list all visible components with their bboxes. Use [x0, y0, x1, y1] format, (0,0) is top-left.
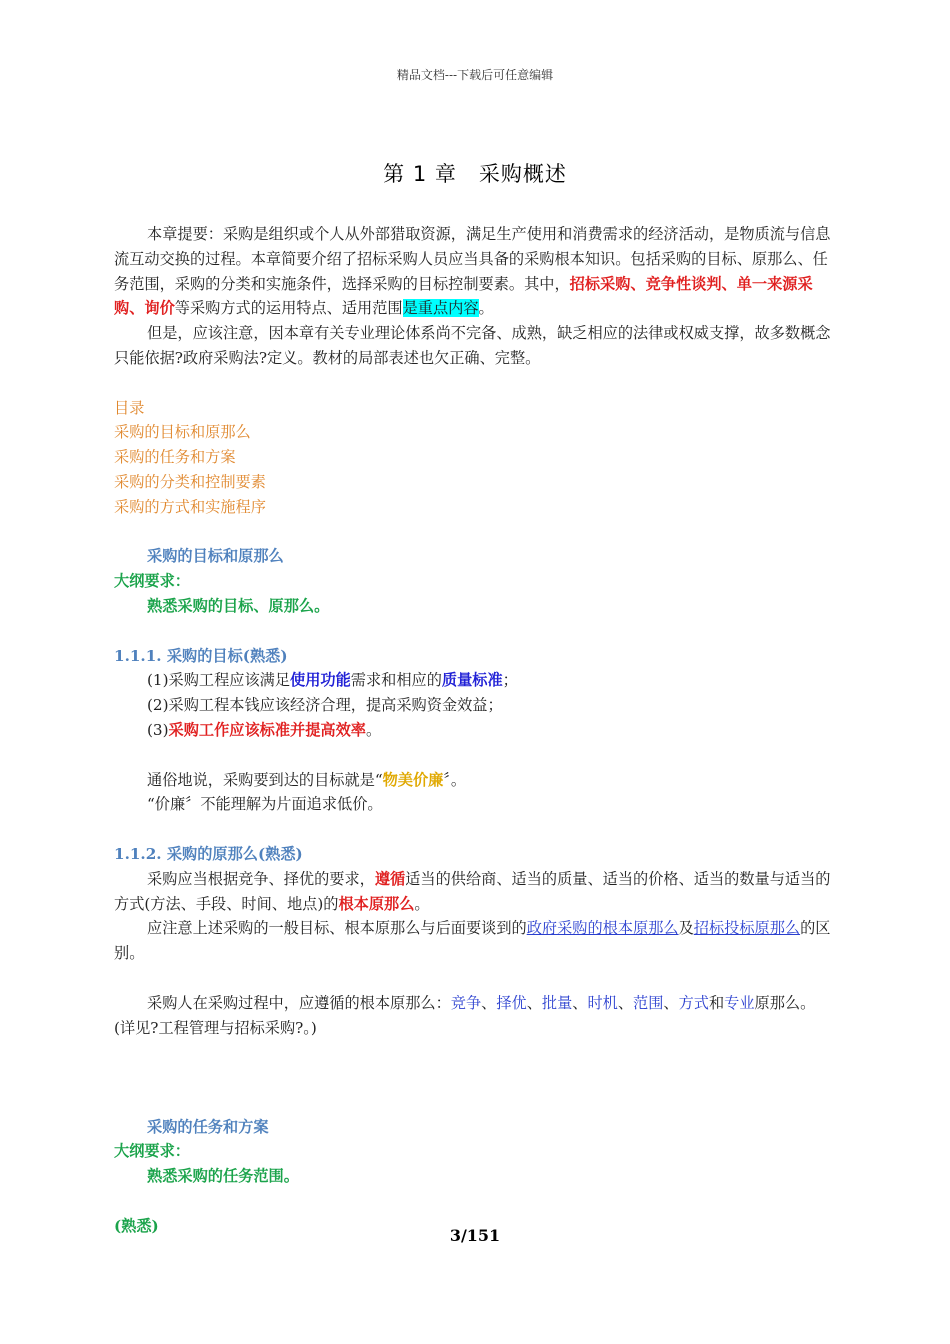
outline-label-1: 大纲要求： — [114, 572, 190, 591]
goal-item-2: (2)采购工程本钱应该经济合理，提高采购资金效益； — [147, 696, 503, 715]
outline-label-2: 大纲要求： — [114, 1142, 190, 1161]
keyword-single-source: 单一来源采购 — [114, 274, 813, 318]
document-body — [114, 222, 836, 1239]
page-number: 3/151 — [449, 1226, 501, 1245]
toc-item-goals[interactable]: 采购的目标和原那么 — [114, 423, 251, 442]
principle-paragraph-1: 采购应当根据竞争、择优的要求，遵循适当的供给商、适当的质量、适当的价格、适当的数量与适当的方式(方法、手段、时间、地点)的根本原那么。 — [114, 869, 831, 913]
goal-item-1: (1)采购工程应该满足使用功能需求和相应的质量标准； — [147, 671, 518, 690]
intro-paragraph-2: 但是，应该注意，因本章有关专业理论体系尚不完备、成熟，缺乏相应的法律或权威支撑，故多数概念只能依据?政府采购法?定义。教材的局部表述也欠正确、完整。 — [114, 324, 831, 367]
principle-paragraph-3: 采购人在采购过程中，应遵循的根本原那么：竞争、择优、批量、时机、范围、方式和专业原那么。(详见?工程管理与招标采购?。) — [114, 993, 816, 1037]
section-2-tag: (熟悉) — [114, 1216, 159, 1235]
outline-text-2: 熟悉采购的任务范围。 — [147, 1167, 299, 1186]
toc-title: 目录 — [114, 398, 145, 417]
outline-text-1: 熟悉采购的目标、原那么。 — [147, 596, 330, 615]
goal-summary: 通俗地说，采购要到达的目标就是“物美价廉〞。 — [147, 770, 467, 789]
principle-paragraph-2: 应注意上述采购的一般目标、根本原那么与后面要谈到的政府采购的根本原那么及招标投标原那么的区别。 — [114, 919, 831, 963]
section-1-title: 采购的目标和原那么 — [147, 547, 284, 566]
intro-paragraph-1: 本章提要：采购是组织或个人从外部猎取资源，满足生产使用和消费需求的经济活动，是物质流与信息流互动交换的过程。本章简要介绍了招标采购人员应当具备的采购根本知识。包括采购的目标、原那么、任务范围，采购的分类和实施条件，选择采购的目标控制要素。其中，招标采购、竞争性谈判、单一来源采购、询价等采购方式的运用特点、适用范围是重点内容。 — [114, 225, 831, 318]
goal-item-3: (3)采购工作应该标准并提高效率。 — [147, 720, 382, 739]
link-bidding-principles[interactable]: 招标投标原那么 — [693, 919, 801, 938]
section-2-title: 采购的任务和方案 — [147, 1117, 269, 1136]
page-header: 精品文档---下载后可任意编辑 — [396, 68, 554, 82]
chapter-title: 第 1 章 采购概述 — [383, 162, 567, 186]
toc-item-tasks[interactable]: 采购的任务和方案 — [114, 448, 236, 467]
toc-item-classification[interactable]: 采购的分类和控制要素 — [114, 472, 266, 491]
keyword-bidding-procurement: 招标采购 — [569, 274, 631, 293]
keyword-inquiry: 询价 — [144, 299, 175, 318]
keyword-competitive-negotiation: 竞争性谈判 — [645, 274, 722, 293]
goal-note: “价廉〞不能理解为片面追求低价。 — [147, 795, 383, 814]
highlight-key-content: 是重点内容 — [402, 299, 479, 318]
toc-item-methods[interactable]: 采购的方式和实施程序 — [114, 497, 266, 516]
heading-1-1-1: 1.1.1. 采购的目标(熟悉) — [114, 646, 288, 665]
link-gov-procurement-principles[interactable]: 政府采购的根本原那么 — [526, 919, 679, 938]
heading-1-1-2: 1.1.2. 采购的原那么(熟悉) — [114, 844, 303, 863]
